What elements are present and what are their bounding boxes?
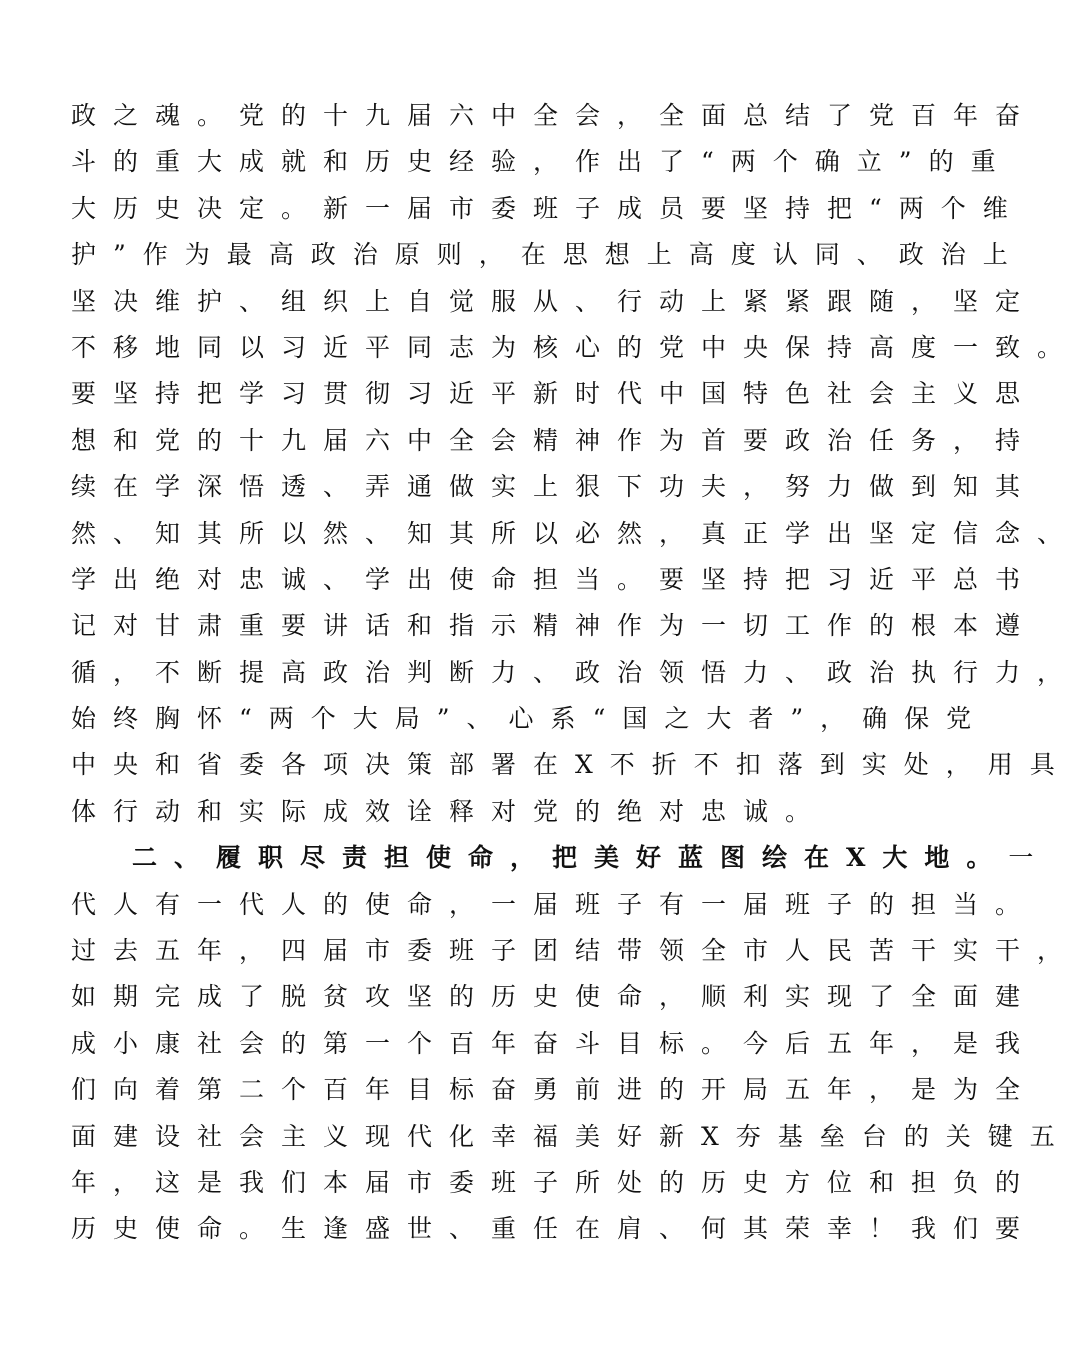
text-line: 坚决维护、组织上自觉服从、行动上紧紧跟随，坚定 bbox=[71, 286, 1038, 316]
text-line: 政之魂。党的十九届六中全会，全面总结了党百年奋 bbox=[71, 101, 1038, 130]
text-line: 续在学深悟透、弄通做实上狠下功夫，努力做到知其 bbox=[71, 472, 1038, 502]
text-line: 大历史决定。新一届市委班子成员要坚持把“两个维 bbox=[71, 193, 1025, 223]
text-line: 面建设社会主义现代化幸福美好新X夯基垒台的关键五 bbox=[71, 1121, 1072, 1151]
text-line: 代人有一代人的使命，一届班子有一届班子的担当。 bbox=[71, 889, 1038, 919]
text-line: 然、知其所以然、知其所以必然，真正学出坚定信念、 bbox=[71, 518, 1079, 548]
text-line: 护”作为最高政治原则，在思想上高度认同、政治上 bbox=[71, 240, 1025, 270]
section-heading-line bbox=[71, 835, 1051, 881]
text-line: 想和党的十九届六中全会精神作为首要政治任务，持 bbox=[71, 425, 1038, 455]
text-line: 年，这是我们本届市委班子所处的历史方位和担负的 bbox=[71, 1167, 1038, 1197]
text-line: 成小康社会的第一个百年奋斗目标。今后五年，是我 bbox=[71, 1028, 1038, 1058]
text-line: 体行动和实际成效诠释对党的绝对忠诚。 bbox=[71, 796, 828, 826]
text-line: 始终胸怀“两个大局”、心系“国之大者”，确保党 bbox=[71, 704, 989, 734]
heading-tail-text: 一 bbox=[1008, 843, 1051, 873]
document-body bbox=[71, 93, 1079, 1253]
text-line: 循，不断提高政治判断力、政治领悟力、政治执行力， bbox=[71, 657, 1079, 687]
section-heading: 二、履职尽责担使命，把美好蓝图绘在X大地。 bbox=[132, 843, 1009, 873]
text-line: 记对甘肃重要讲话和指示精神作为一切工作的根本遵 bbox=[71, 611, 1038, 641]
text-line: 中央和省委各项决策部署在X不折不扣落到实处，用具 bbox=[71, 750, 1072, 780]
text-line: 不移地同以习近平同志为核心的党中央保持高度一致。 bbox=[71, 332, 1079, 362]
text-line: 过去五年，四届市委班子团结带领全市人民苦干实干， bbox=[71, 936, 1079, 966]
text-line: 要坚持把学习贯彻习近平新时代中国特色社会主义思 bbox=[71, 379, 1038, 409]
text-line: 们向着第二个百年目标奋勇前进的开局五年，是为全 bbox=[71, 1075, 1038, 1105]
text-line: 历史使命。生逢盛世、重任在肩、何其荣幸！我们要 bbox=[71, 1214, 1038, 1244]
text-line: 学出绝对忠诚、学出使命担当。要坚持把习近平总书 bbox=[71, 564, 1038, 594]
text-line: 如期完成了脱贫攻坚的历史使命，顺利实现了全面建 bbox=[71, 982, 1038, 1012]
text-line: 斗的重大成就和历史经验，作出了“两个确立”的重 bbox=[71, 147, 1013, 177]
